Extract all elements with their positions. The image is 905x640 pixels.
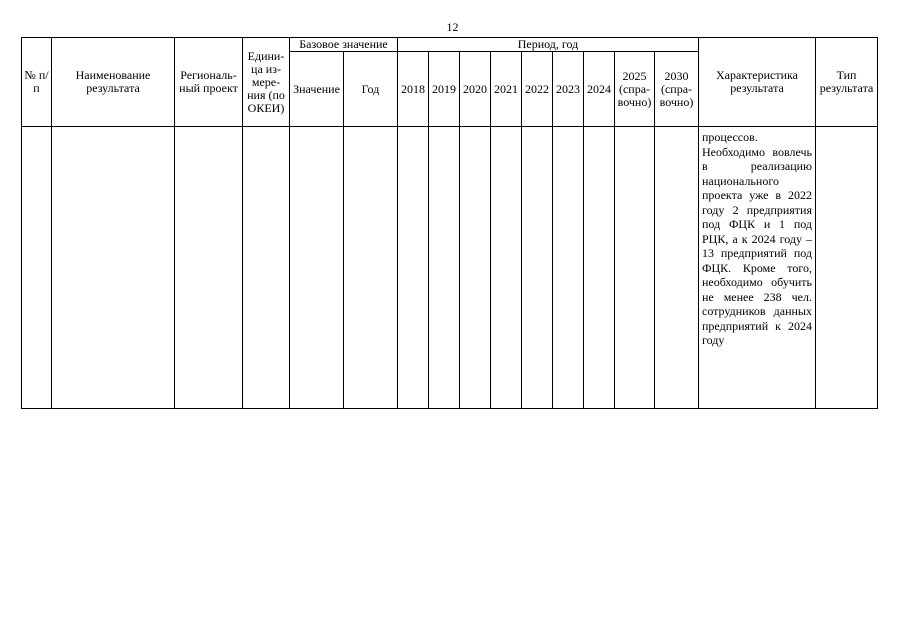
cell-base-year xyxy=(344,127,398,409)
header-year-2023: 2023 xyxy=(553,52,584,127)
header-year-2018: 2018 xyxy=(398,52,429,127)
cell-num xyxy=(22,127,52,409)
cell-2021 xyxy=(491,127,522,409)
cell-2022 xyxy=(522,127,553,409)
header-regional: Региональ-ный проект xyxy=(175,38,243,127)
header-year-2020: 2020 xyxy=(460,52,491,127)
cell-characteristic: процессов. Необходимо вовлечь в реализацию национального проекта уже в 2022 году 2 предприятия под ФЦК и 1 под РЦК, а к 2024 году – 13 предприятий под ФЦК. Кроме того, необходимо обучить не менее 238 чел. сотрудников данных предприятий к 2024 году xyxy=(699,127,816,409)
results-table xyxy=(21,37,878,409)
header-base-group: Базовое значение xyxy=(290,38,398,52)
cell-2018 xyxy=(398,127,429,409)
header-base-value: Значение xyxy=(290,52,344,127)
header-year-2021: 2021 xyxy=(491,52,522,127)
header-year-2024: 2024 xyxy=(584,52,615,127)
header-year-2019: 2019 xyxy=(429,52,460,127)
header-year-2025: 2025 (спра-вочно) xyxy=(615,52,655,127)
cell-2019 xyxy=(429,127,460,409)
header-characteristic: Характеристика результата xyxy=(699,38,816,127)
header-unit: Едини-ца из-мере-ния (по ОКЕИ) xyxy=(243,38,290,127)
cell-2030 xyxy=(655,127,699,409)
page-number: 12 xyxy=(446,20,459,34)
header-period-group: Период, год xyxy=(398,38,699,52)
header-num: № п/п xyxy=(22,38,52,127)
cell-2020 xyxy=(460,127,491,409)
cell-regional xyxy=(175,127,243,409)
cell-2025 xyxy=(615,127,655,409)
header-name: Наименование результата xyxy=(52,38,175,127)
cell-2024 xyxy=(584,127,615,409)
cell-unit xyxy=(243,127,290,409)
header-type: Тип результата xyxy=(816,38,878,127)
cell-name xyxy=(52,127,175,409)
header-year-2022: 2022 xyxy=(522,52,553,127)
header-base-year: Год xyxy=(344,52,398,127)
cell-2023 xyxy=(553,127,584,409)
cell-type xyxy=(816,127,878,409)
cell-base-value xyxy=(290,127,344,409)
header-year-2030: 2030 (спра-вочно) xyxy=(655,52,699,127)
